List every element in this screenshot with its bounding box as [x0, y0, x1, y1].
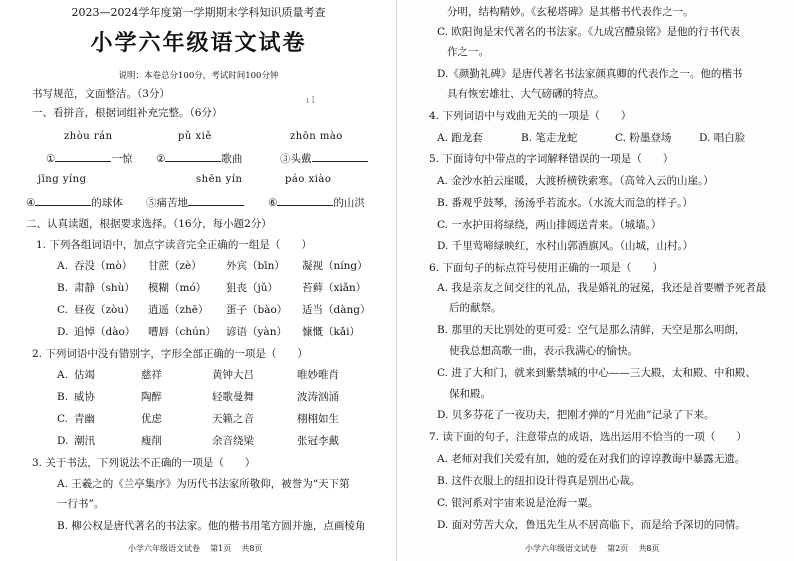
- option-a-cont: 一行书”。: [57, 498, 105, 510]
- pinyin: shēn yín: [196, 174, 243, 185]
- fill-item-3: ③头戴: [280, 151, 368, 166]
- text-line: 使我总想高歌一曲，表示我满心的愉快。: [449, 345, 638, 357]
- option-a[interactable]: A. 老师对我们关爱有加，她的爱在对我们的谆谆教诲中暴露无遗。: [437, 453, 746, 465]
- handwriting-note: 书写规范，文面整洁。（3分）: [32, 88, 170, 100]
- pinyin: zhōn mào: [290, 131, 343, 142]
- question-3-stem: 3. 关于书法，下列说法不正确的一项是（ ）: [32, 457, 256, 469]
- pinyin: páo xiào: [285, 174, 332, 185]
- question-7-stem: 7. 读下面的句子，注意带点的成语，选出运用不恰当的一项（ ）: [429, 431, 747, 443]
- pinyin: jīng yíng: [38, 174, 87, 185]
- option-d[interactable]: D. 千里莺啼绿映红，水村山郭酒旗风。（山城，山村。）: [437, 240, 694, 252]
- answer-blank[interactable]: [35, 195, 91, 206]
- option-d[interactable]: D. 面对劳苦大众，鲁迅先生从不居高临下，而是给予深切的同情。: [437, 519, 746, 531]
- section-1-heading: 一、看拼音，根据词组补充完整。（6分）: [32, 107, 223, 119]
- option-b[interactable]: B. 这件衣服上的纽扣设计得真是别出心裁。: [437, 475, 641, 487]
- option-c[interactable]: C. 欧阳询是宋代著名的书法家。《九成宫醴泉铭》是他的行书代表: [437, 26, 741, 38]
- text-line: 具有恢宏雄壮、大气磅礴的特点。: [447, 88, 605, 100]
- text-line: 作之一。: [447, 46, 489, 58]
- fill-item-5: ⑤痛苦地: [146, 195, 244, 210]
- answer-blank[interactable]: [277, 195, 333, 206]
- fill-item-1: ① 一惊: [46, 153, 133, 165]
- question-6-stem: 6. 下面句子的标点符号使用正确的一项是（ ）: [429, 262, 663, 274]
- option-a[interactable]: A. 金沙水拍云崖暖，大渡桥横铁索寒。（高耸入云的山崖。）: [437, 175, 714, 187]
- text-line: 分明，结构精妙。《玄秘塔碑》是其楷书代表作之一。: [447, 6, 694, 18]
- fill-item-2: ② 歌曲: [156, 153, 243, 165]
- option-d[interactable]: D.《颜勤礼碑》是唐代著名书法家颜真卿的代表作之一。他的楷书: [437, 68, 743, 80]
- option-b[interactable]: B. 柳公权是唐代著名的书法家。他的楷书用笔方圆并施，点画棱角: [57, 520, 366, 532]
- answer-blank[interactable]: [55, 151, 111, 162]
- answer-blank[interactable]: [165, 151, 221, 162]
- option-a[interactable]: A. 王羲之的《兰亭集序》为历代书法家所敬仰，被誉为“天下第: [57, 478, 350, 490]
- text-line: 后的献祭。: [449, 302, 502, 314]
- question-5-stem: 5. 下面诗句中带点的字词解释错误的一项是（ ）: [429, 153, 674, 165]
- pinyin: pǔ xiě: [178, 131, 212, 142]
- answer-blank[interactable]: [188, 195, 244, 206]
- option-b[interactable]: B. 那里的天比别处的更可爱：空气是那么清鲜，天空是那么明朗，: [437, 324, 746, 336]
- exam-header: 2023—2024学年度第一学期期末学科知识质量考查: [71, 6, 326, 19]
- exam-page-2: 分明，结构精妙。《玄秘塔碑》是其楷书代表作之一。 C. 欧阳询是宋代著名的书法家。《九成宫醴泉铭》是他的行书代表 作之一。 D.《颜勤礼碑》是唐代著名书法家颜真卿的代表作之一。他的楷书 具有恢宏雄壮、大气磅礴的特点。 4. 下列词语中与戏曲无关的一项是（ ） A. 跑龙套 B. 笔走龙蛇 C. 粉墨登场 D. 唱白脸 5. 下面诗句中带点的字词解释错误的一项是（ ） A. 金沙水拍云崖暖，大渡桥横铁索寒。（高耸入云的山崖。） B. 番观乎鼓琴，汤汤乎若流水。（水流大而急的样子。） C. 一水护田将绿绕，两山排闼送青来。（城墙。） D. 千里莺啼绿映红，水村山郭酒旗风。（山城，山村。） 6. 下面句子的标点符号使用正确的一项是（ ） A. 我是亲友之间交往的礼品，我是婚礼的冠冕，我还是首要赠予死者最 后的献祭。 B. 那里的天比别处的更可爱：空气是那么清鲜，天空是那么明朗， 使我总想高歌一曲，表示我满心的愉快。 C. 进了大和门，就来到紫禁城的中心——三大殿，太和殿、中和殿、 保和殿。 D. 贝多芬花了一夜功夫，把刚才弹的“月光曲”记录了下来。 7. 读下面的句子，注意带点的成语，选出运用不恰当的一项（ ） A. 老师对我们关爱有加，她的爱在对我们的谆谆教诲中暴露无遗。 B. 这件衣服上的纽扣设计得真是别出心裁。 C. 银河系对宇宙来说是沧海一粟。 D. 面对劳苦大众，鲁迅先生从不居高临下，而是给予深切的同情。 小学六年级语文试卷 第2页 共8页: [397, 0, 794, 561]
- exam-page-1: 2023—2024学年度第一学期期末学科知识质量考查 小学六年级语文试卷 说明：本卷总分100分，考试时间100分钟 书写规范，文面整洁。（3分） ı l 一、看拼音，根据词组补充完整。（6分） zhòu rán pǔ xiě zhōn mào ① 一惊 ② 歌曲 ③头戴 jīng yíng shēn yín páo xiào ④ 的球体 ⑤痛苦地 ⑥ 的山洪 二、认真读题，根据要求选择。（16分，每小题2分） 1. 下列各组词语中，加点字读音完全正确的一组是（ ） A. 吞没（mò） 甘蔗（zè） 外宾（bīn） 凝视（níng） B. 肃静（shù） 模糊（mó） 狙丧（jǔ） 苔藓（xiǎn） C. 昼夜（zòu） 逍遥（zhē） 蛋子（bào） 适当（dàng） D. 追悼（dào） 嘈唇（chún） 谚语（yàn） 慷慨（kǎi） 2. 下列词语中没有错别字，字形全部正确的一项是（ ） A. 估竭 慈祥 黄钟大吕 唯妙唯肖 B. 威协 陶醉 轻歌曼舞 波涛汹涌 C. 青幽 优虑 天籁之音 栩栩如生 D. 潮汛 瘦削 余音绕梁 张冠李戴 3. 关于书法，下列说法不正确的一项是（ ） A. 王羲之的《兰亭集序》为历代书法家所敬仰，被誉为“天下第 一行书”。 B. 柳公权是唐代著名的书法家。他的楷书用笔方圆并施，点画棱角 小学六年级语文试卷 第1页 共8页: [0, 0, 397, 561]
- option-c[interactable]: C. 一水护田将绿绕，两山排闼送青来。（城墙。）: [437, 219, 662, 231]
- page-footer: 小学六年级语文试卷 第1页 共8页: [128, 544, 263, 553]
- fill-item-6: ⑥ 的山洪: [268, 197, 365, 209]
- section-2-heading: 二、认真读题，根据要求选择。（16分，每小题2分）: [26, 218, 272, 230]
- stray-mark: ı l: [306, 96, 315, 106]
- question-2-stem: 2. 下列词语中没有错别字，字形全部正确的一项是（ ）: [32, 348, 308, 360]
- page-title: 小学六年级语文试卷: [90, 30, 307, 56]
- option-c[interactable]: C. 进了大和门，就来到紫禁城的中心——三大殿，太和殿、中和殿、: [437, 367, 756, 379]
- fill-item-4: ④ 的球体: [26, 197, 123, 209]
- page-footer: 小学六年级语文试卷 第2页 共8页: [525, 544, 660, 553]
- question-4-stem: 4. 下列词语中与戏曲无关的一项是（ ）: [429, 110, 632, 122]
- question-1-stem: 1. 下列各组词语中，加点字读音完全正确的一组是（ ）: [36, 239, 312, 251]
- option-b[interactable]: B. 番观乎鼓琴，汤汤乎若流水。（水流大而急的样子。）: [437, 197, 693, 209]
- pinyin: zhòu rán: [64, 131, 113, 142]
- exam-note: 说明：本卷总分100分，考试时间100分钟: [118, 71, 279, 81]
- text-line: 保和殿。: [449, 388, 491, 400]
- answer-blank[interactable]: [312, 151, 368, 162]
- option-d[interactable]: D. 贝多芬花了一夜功夫，把刚才弹的“月光曲”记录了下来。: [437, 409, 715, 421]
- option-a[interactable]: A. 我是亲友之间交往的礼品，我是婚礼的冠冕，我还是首要赠予死者最: [437, 282, 767, 294]
- option-c[interactable]: C. 银河系对宇宙来说是沧海一粟。: [437, 497, 599, 509]
